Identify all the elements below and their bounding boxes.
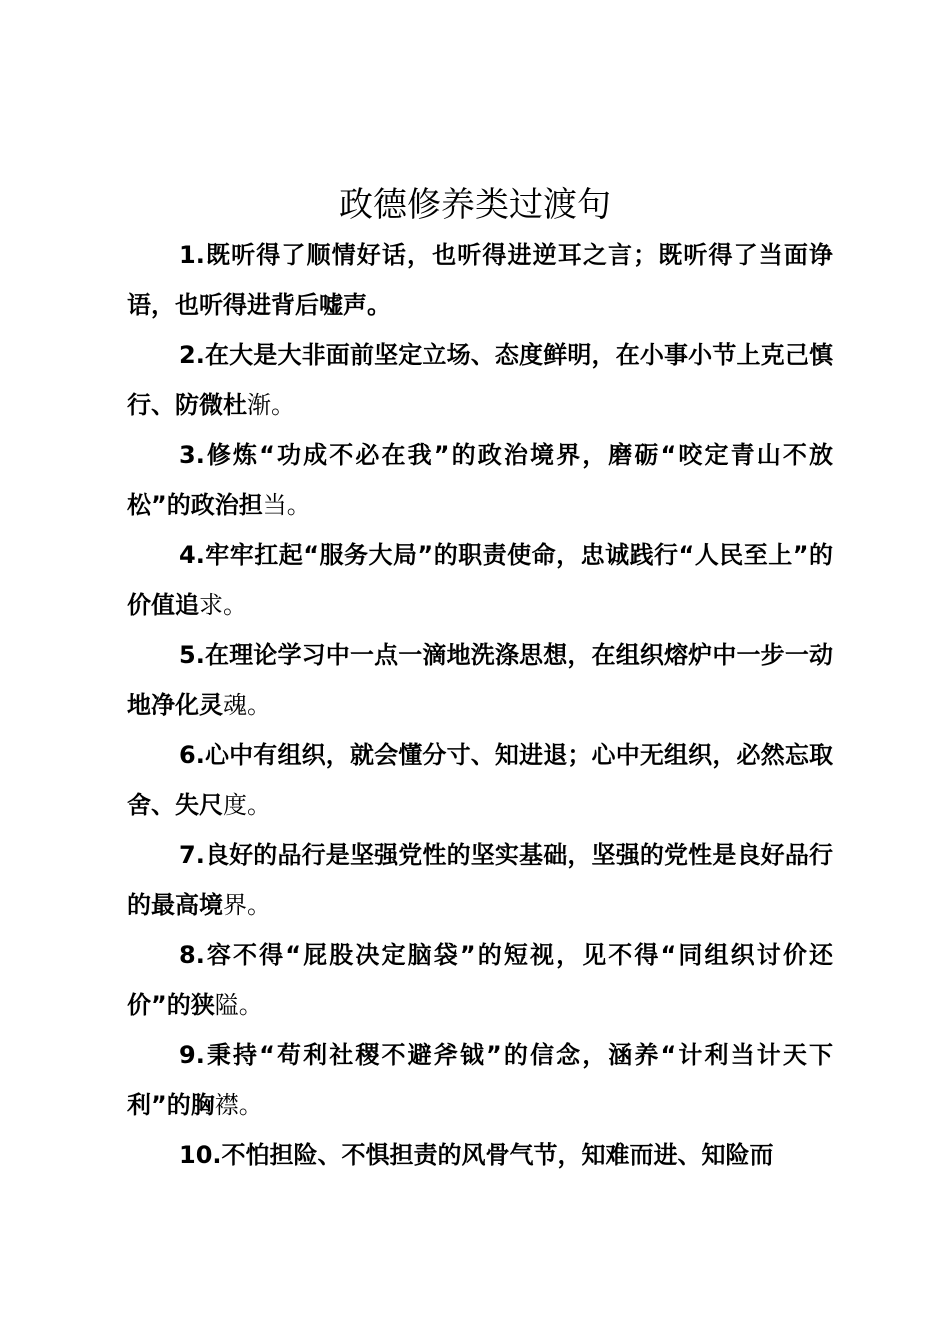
paragraph-text-bold: 8.容不得“屁股决定脑袋”的短视，见不得“同组织讨价还价”的狭 <box>127 941 833 1019</box>
paragraph-item-8 <box>127 930 833 1030</box>
paragraph-text-tail: 渐。 <box>247 391 295 419</box>
paragraph-item-2 <box>127 330 833 430</box>
paragraph-item-10 <box>127 1130 833 1180</box>
paragraph-text-bold: 1.既听得了顺情好话，也听得进逆耳之言；既听得了当面诤语，也听得进背后嘘声。 <box>127 241 833 319</box>
paragraph-text-bold: 5.在理论学习中一点一滴地洗涤思想，在组织熔炉中一步一动地净化灵 <box>127 641 833 719</box>
paragraph-item-7 <box>127 830 833 930</box>
paragraph-item-4 <box>127 530 833 630</box>
paragraph-text-bold: 2.在大是大非面前坚定立场、态度鲜明，在小事小节上克己慎行、防微杜 <box>127 341 833 419</box>
paragraph-text-bold: 4.牢牢扛起“服务大局”的职责使命，忠诚践行“人民至上”的价值追 <box>127 541 833 619</box>
paragraph-text-tail: 度。 <box>223 791 271 819</box>
paragraph-text-bold: 3.修炼“功成不必在我”的政治境界，磨砺“咬定青山不放松”的政治担 <box>127 441 833 519</box>
paragraph-text-bold: 9.秉持“苟利社稷不避斧钺”的信念，涵养“计利当计天下利”的胸 <box>127 1041 833 1119</box>
paragraph-text-tail: 隘。 <box>214 991 263 1019</box>
paragraph-item-5 <box>127 630 833 730</box>
paragraph-item-1 <box>127 230 833 330</box>
paragraph-text-tail: 魂。 <box>223 691 271 719</box>
paragraph-item-3 <box>127 430 833 530</box>
paragraph-text-bold: 7.良好的品行是坚强党性的坚实基础，坚强的党性是良好品行的最高境 <box>127 841 833 919</box>
paragraph-text-tail: 界。 <box>223 891 271 919</box>
paragraph-text-tail: 襟。 <box>214 1091 263 1119</box>
paragraph-text-tail: 求。 <box>199 591 247 619</box>
paragraph-text-tail: 当。 <box>262 491 311 519</box>
paragraph-text-bold: 6.心中有组织，就会懂分寸、知进退；心中无组织，必然忘取舍、失尺 <box>127 741 833 819</box>
paragraph-text-bold: 10.不怕担险、不惧担责的风骨气节，知难而进、知险而 <box>179 1141 774 1169</box>
document-title: 政德修养类过渡句 <box>339 185 611 225</box>
paragraph-item-9 <box>127 1030 833 1130</box>
paragraph-item-6 <box>127 730 833 830</box>
